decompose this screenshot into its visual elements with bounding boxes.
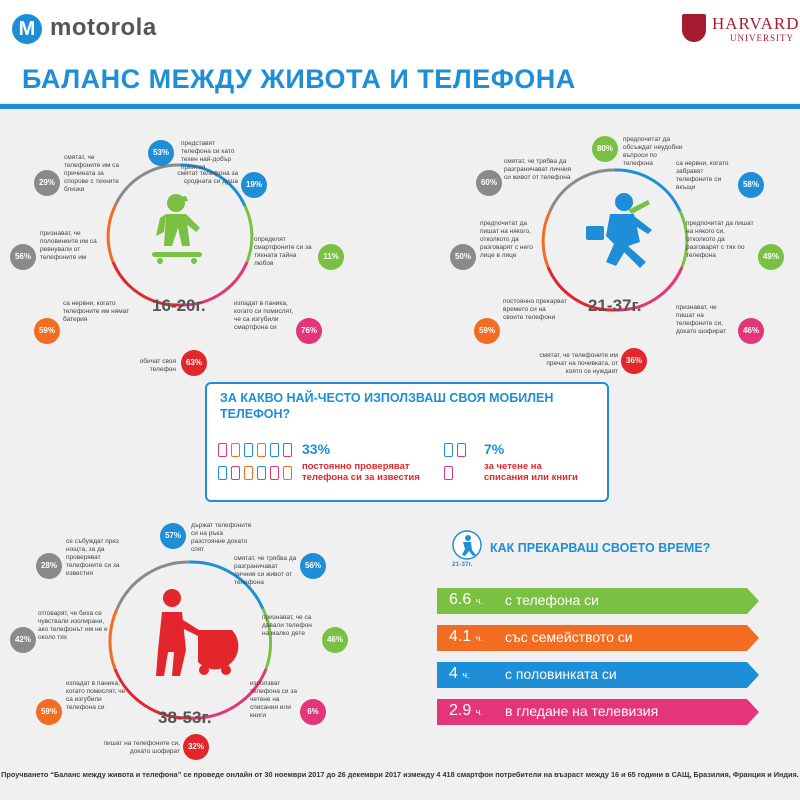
stat-description: представят телефона си като техен най-добър приятел [181, 140, 235, 171]
stat-badge: 49% [758, 244, 784, 270]
stat-badge: 59% [474, 318, 500, 344]
stat-description: са нервни, когато забравят телефоните си вкъщи [676, 160, 729, 191]
stat-badge: 36% [621, 348, 647, 374]
answer-b-text: за четене на списания или книги [484, 461, 578, 483]
phone-icon [444, 443, 453, 457]
stat-description: отговарят, че биха се чувствали изолирани, ако телефонът им не е около тях [38, 610, 108, 641]
time-text: с телефона си [505, 592, 599, 608]
stat-badge: 57% [160, 523, 186, 549]
time-row [437, 699, 747, 725]
stat-badge: 19% [241, 172, 267, 198]
stat-description: смятат, че трябва да разграничават личния си живот от телефона [504, 158, 572, 181]
phone-icon [270, 443, 279, 457]
time-value: 6.6 ч. [449, 591, 483, 608]
answer-a-percent: 33% [302, 441, 331, 457]
stat-description: определят смартфоните си за тяхната тайна любов [254, 236, 312, 267]
time-text: в гледане на телевизия [505, 703, 659, 719]
time-age-badge: 21-37г. [452, 561, 473, 568]
stat-description: признават, че половинките им са ревнували от телефоните им [40, 230, 97, 261]
stat-description: предпочитат да пишат на някого, отколкото да разговарят с него лице в лице [480, 220, 533, 259]
stat-description: признават, че са давали телефон на малко дете [262, 614, 312, 637]
stat-badge: 28% [36, 553, 62, 579]
stat-badge: 53% [148, 140, 174, 166]
stat-description: държат телефоните си на ръка разстояние докато спят [191, 522, 252, 553]
stat-badge: 46% [738, 318, 764, 344]
stat-badge: 42% [10, 627, 36, 653]
time-value: 4.1 ч. [449, 628, 483, 645]
phone-icon [218, 443, 227, 457]
stat-badge: 63% [181, 350, 207, 376]
running-businessman-icon [586, 193, 652, 268]
phone-icon [270, 466, 279, 480]
stat-badge: 11% [318, 244, 344, 270]
stat-badge: 6% [300, 699, 326, 725]
motorola-logo-icon: M [12, 14, 42, 44]
stat-badge: 59% [34, 318, 60, 344]
phone-icon [257, 466, 266, 480]
phone-icon [283, 443, 292, 457]
skateboarder-icon [152, 194, 202, 264]
time-row [437, 662, 747, 688]
partner-subtitle: UNIVERSITY [730, 33, 794, 43]
stat-description: предпочитат да пишат на някого си, отколкото да разговарят с тях по телефона [686, 220, 754, 259]
time-text: с половинката си [505, 666, 617, 682]
question-title: ЗА КАКВО НАЙ-ЧЕСТО ИЗПОЛЗВАШ СВОЯ МОБИЛЕН ТЕЛЕФОН? [220, 391, 554, 421]
stat-description: смятат, че трябва да разграничават личния си живот от телефона [234, 555, 297, 586]
stat-description: смятат телефона за сродната си душа [177, 170, 238, 185]
stat-badge: 50% [450, 244, 476, 270]
answer-a-text: постоянно проверяват телефона си за известия [302, 461, 420, 483]
stat-description: обичат своя телефон [139, 358, 176, 373]
time-value: 4 ч. [449, 665, 470, 682]
stat-badge: 56% [10, 244, 36, 270]
stat-description: смятат, че телефоните им са причината за спорове с техните близки [64, 154, 119, 193]
phone-icon [231, 443, 240, 457]
time-row [437, 625, 747, 651]
stat-description: използват телефона си за четене на списания или книги [250, 680, 297, 719]
stat-description: пишат на телефоните си, докато шофират [103, 740, 180, 755]
phone-icon [283, 466, 292, 480]
phone-icon [244, 443, 253, 457]
stat-badge: 46% [322, 627, 348, 653]
phone-icon [457, 443, 466, 457]
age-label: 16-20г. [152, 296, 206, 315]
stat-description: признават, че пишат на телефоните си, докато шофират [676, 304, 727, 335]
time-value: 2.9 ч. [449, 702, 483, 719]
stat-description: смятат, че телефоните им пречат на почивката, от която се нуждаят [539, 352, 618, 375]
stat-badge: 56% [300, 553, 326, 579]
time-section-title: КАК ПРЕКАРВАШ СВОЕТО ВРЕМЕ? [490, 541, 711, 555]
stat-description: са нервни, когато телефоните им нямат батерия [63, 300, 130, 323]
stat-description: изпадат в паника, когато помислят, че са изгубили телефона си [66, 680, 126, 711]
stat-badge: 58% [738, 172, 764, 198]
phone-icon [244, 466, 253, 480]
stat-description: предпочитат да обсъждат неудобни въпроси по телефона [623, 136, 683, 167]
phone-icon [218, 466, 227, 480]
time-row [437, 588, 747, 614]
stat-badge: 29% [34, 170, 60, 196]
stat-badge: 59% [36, 699, 62, 725]
partner-name: HARVARD [712, 14, 800, 33]
stat-description: постоянно прекарват времето си на своите телефони [503, 298, 567, 321]
phone-icon [257, 443, 266, 457]
age-label: 38-53г. [158, 708, 212, 727]
stat-badge: 80% [592, 136, 618, 162]
stat-badge: 32% [183, 734, 209, 760]
phone-icon [231, 466, 240, 480]
phone-icon [444, 466, 453, 480]
age-label: 21-37г. [588, 296, 642, 315]
stat-description: се събуждат през нощта, за да проверяват телефоните си за известия [66, 538, 120, 577]
brand-name: motorola [50, 14, 157, 41]
time-text: със семейството си [505, 629, 633, 645]
parent-with-stroller-icon [156, 589, 238, 676]
stat-description: изпадат в паника, когато си помислят, че са изгубили смартфона си [234, 300, 294, 331]
stat-badge: 60% [476, 170, 502, 196]
page-title: БАЛАНС МЕЖДУ ЖИВОТА И ТЕЛЕФОНА [22, 64, 576, 94]
answer-b-percent: 7% [484, 441, 505, 457]
footnote: Проучването “Баланс между живота и телефона” се проведе онлайн от 30 ноември 2017 до 26 декември 2017 измежду 4 418 смартфон потребители на възраст между 16 и 65 години в САЩ, Бразилия, Франция и Индия. [1, 770, 799, 779]
stat-badge: 76% [296, 318, 322, 344]
